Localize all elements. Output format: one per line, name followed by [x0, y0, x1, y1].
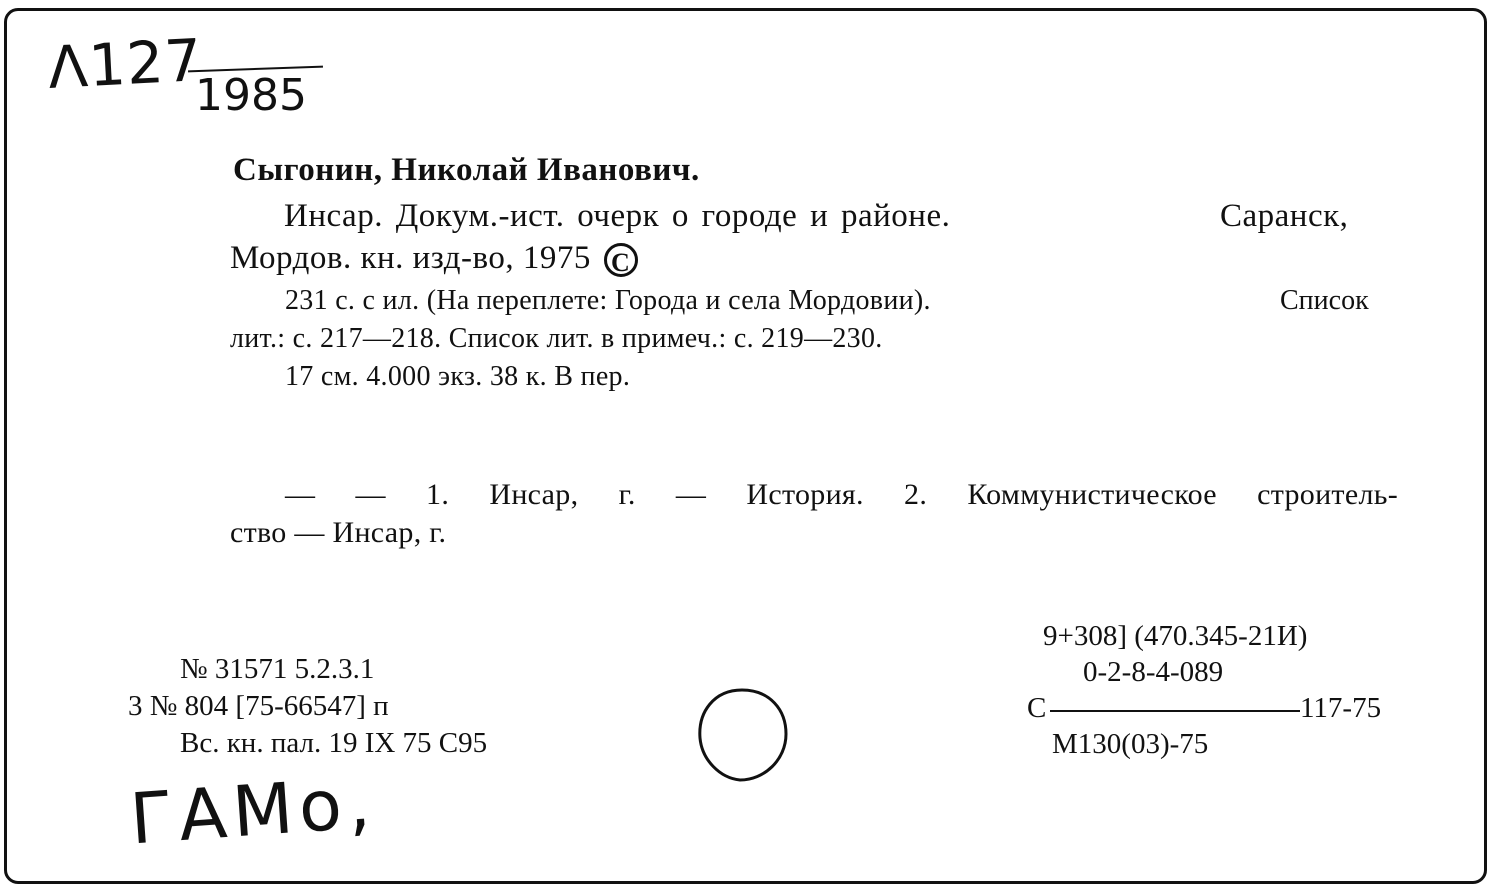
classification-index: 9+308] (470.345-21И) — [1043, 620, 1308, 652]
physical-description-1: 231 с. с ил. (На переплете: Города и села Мордовии). — [285, 285, 931, 316]
shelf-mark-code: Λ127 — [46, 26, 205, 102]
book-chamber-note: Вс. кн. пал. 19 IX 75 С95 — [180, 727, 488, 759]
order-number: 3 № 804 [75-66547] п — [128, 690, 389, 722]
formula-divider — [1050, 710, 1300, 712]
author-heading: Сыгонин, Николай Иванович. — [233, 152, 700, 188]
handwritten-library-note: ГАМо, — [127, 761, 379, 861]
formula-denominator: М130(03)-75 — [1052, 728, 1209, 760]
formula-prefix: С — [1027, 692, 1047, 724]
formula-suffix: 117-75 — [1300, 692, 1382, 724]
shelf-mark-year: 1985 — [195, 70, 307, 121]
physical-description-1-end: Список — [1280, 285, 1369, 316]
physical-description-2: лит.: с. 217—218. Список лит. в примеч.: с. 219—230. — [230, 323, 883, 354]
copyright-icon: C — [604, 243, 638, 277]
subject-headings-2: ство — Инсар, г. — [230, 516, 447, 549]
title-statement: Инсар. Докум.-ист. очерк о городе и районе. — [284, 198, 951, 234]
publication-city: Саранск, — [1220, 198, 1349, 234]
registration-number: № 31571 5.2.3.1 — [180, 653, 375, 685]
publisher-text: Мордов. кн. изд-во, 1975 — [230, 240, 591, 276]
classification-code: 0-2-8-4-089 — [1083, 656, 1224, 688]
physical-description-3: 17 см. 4.000 экз. 38 к. В пер. — [285, 361, 631, 392]
publisher-line — [230, 240, 638, 277]
stamp-circle — [694, 686, 790, 782]
subject-headings-1: — — 1. Инсар, г. — История. 2. Коммунистическое строитель- — [285, 478, 1398, 511]
